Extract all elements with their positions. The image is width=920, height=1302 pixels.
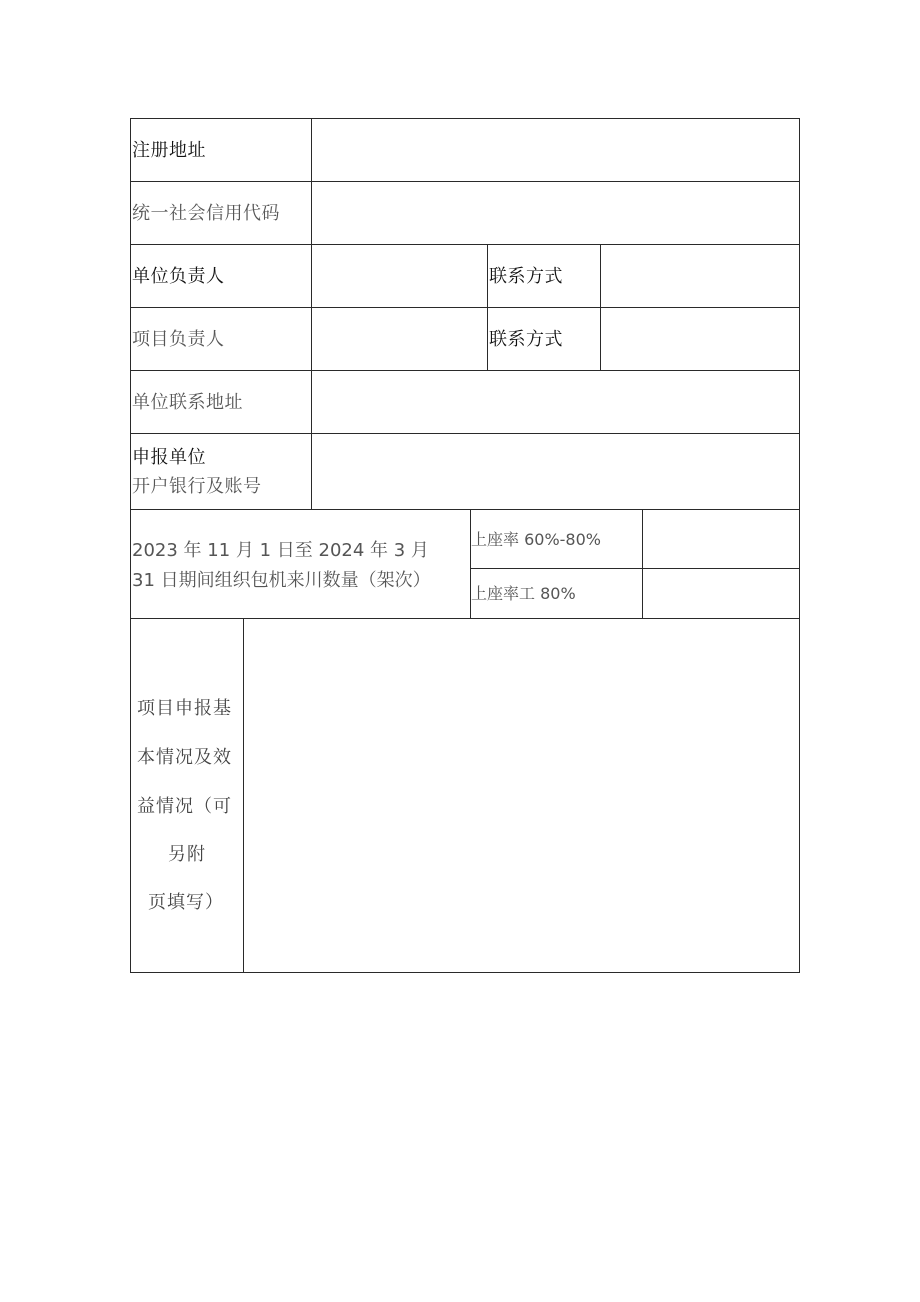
flights-count-label-line2: 31 日期间组织包机来川数量（架次） bbox=[132, 570, 431, 591]
project-head-contact-label: 联系方式 bbox=[489, 329, 563, 350]
bank-label-line1: 申报单位 bbox=[132, 447, 206, 468]
flights-count-label-line1: 2023 年 11 月 1 日至 2024 年 3 月 bbox=[132, 540, 429, 561]
project-info-label-line5: 页填写） bbox=[148, 892, 224, 913]
unit-head-contact-label: 联系方式 bbox=[489, 266, 563, 287]
registered-address-label: 注册地址 bbox=[132, 140, 206, 161]
bank-label-line2: 开户银行及账号 bbox=[132, 476, 262, 497]
occupancy-80-field[interactable] bbox=[643, 569, 799, 618]
unit-contact-address-field[interactable] bbox=[312, 371, 799, 433]
occupancy-80-label: 上座率工 80% bbox=[471, 584, 576, 603]
unit-contact-address-label: 单位联系地址 bbox=[132, 392, 243, 413]
bank-account-field[interactable] bbox=[312, 434, 799, 509]
project-info-label-line3: 益情况（可 bbox=[137, 796, 232, 817]
credit-code-label: 统一社会信用代码 bbox=[132, 203, 280, 224]
project-head-contact-field[interactable] bbox=[601, 308, 799, 370]
unit-head-field[interactable] bbox=[312, 245, 487, 307]
registered-address-field[interactable] bbox=[312, 119, 799, 181]
unit-head-contact-field[interactable] bbox=[601, 245, 799, 307]
project-info-label-line1: 项目申报基 bbox=[137, 698, 232, 719]
credit-code-field[interactable] bbox=[312, 182, 799, 244]
project-info-field[interactable] bbox=[244, 619, 799, 972]
project-info-label-line4: 另附 bbox=[168, 844, 206, 865]
column-divider bbox=[487, 244, 488, 370]
project-head-field[interactable] bbox=[312, 308, 487, 370]
project-info-label-line2: 本情况及效 bbox=[137, 747, 232, 768]
unit-head-label: 单位负责人 bbox=[132, 266, 225, 287]
occupancy-60-80-field[interactable] bbox=[643, 510, 799, 568]
project-head-label: 项目负责人 bbox=[132, 329, 225, 350]
occupancy-60-80-label: 上座率 60%-80% bbox=[471, 530, 601, 549]
